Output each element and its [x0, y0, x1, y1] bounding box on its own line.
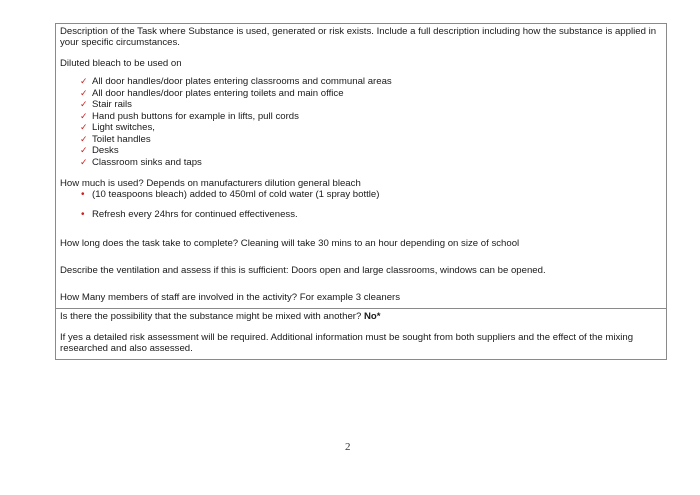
- check-icon: ✓: [80, 156, 88, 167]
- task-duration: How long does the task take to complete? Cleaning will take 30 mins to an hour depending on size of school: [60, 238, 520, 249]
- check-icon: ✓: [80, 99, 88, 109]
- bullet-item: • Refresh every 24hrs for continued effectiveness.: [81, 208, 298, 220]
- bullet-item: • (10 teaspoons bleach) added to 450ml of cold water (1 spray bottle): [81, 189, 380, 200]
- page-number: 2: [345, 441, 351, 453]
- task-description-cell: [56, 24, 666, 308]
- checklist-item: ✓ Hand push buttons for example in lifts, pull cords: [80, 110, 299, 122]
- risk-assessment-table: [55, 23, 667, 360]
- check-icon: ✓: [80, 110, 88, 121]
- check-icon: ✓: [80, 133, 88, 144]
- check-icon: ✓: [80, 76, 88, 86]
- checklist-item: ✓ Light switches,: [80, 122, 155, 133]
- bullet-icon: •: [81, 208, 85, 220]
- how-much-used: How much is used? Depends on manufacturers dilution general bleach: [60, 178, 361, 189]
- ventilation: Describe the ventilation and assess if this is sufficient: Doors open and large classrooms, windows can be opened.: [60, 265, 546, 276]
- checklist-item: ✓ All door handles/door plates entering classrooms and communal areas: [80, 76, 392, 87]
- staff-involved: How Many members of staff are involved in the activity? For example 3 cleaners: [60, 292, 401, 303]
- dilution-bullets: [60, 189, 661, 220]
- mixing-question: Is there the possibility that the substance might be mixed with another? No*: [60, 311, 381, 322]
- check-icon: ✓: [80, 122, 88, 132]
- task-description-heading: Description of the Task where Substance is used, generated or risk exists. Include a full description including how the substance is applied in your specific circumstances.: [60, 26, 657, 48]
- check-icon: ✓: [80, 87, 88, 98]
- diluted-bleach-intro: Diluted bleach to be used on: [60, 58, 182, 69]
- mixing-note: If yes a detailed risk assessment will be required. Additional information must be sought from both suppliers and the effect of the mixing researched and also assessed.: [60, 332, 634, 354]
- checklist-item: ✓ All door handles/door plates entering toilets and main office: [80, 87, 344, 99]
- check-icon: ✓: [80, 145, 88, 155]
- mixing-answer: No*: [363, 311, 381, 322]
- surface-checklist: [60, 76, 661, 168]
- mixing-cell: [56, 308, 666, 359]
- checklist-item: ✓ Toilet handles: [80, 133, 151, 145]
- checklist-item: ✓ Classroom sinks and taps: [80, 156, 202, 168]
- bullet-icon: •: [81, 189, 85, 200]
- checklist-item: ✓ Stair rails: [80, 99, 132, 110]
- checklist-item: ✓ Desks: [80, 145, 119, 156]
